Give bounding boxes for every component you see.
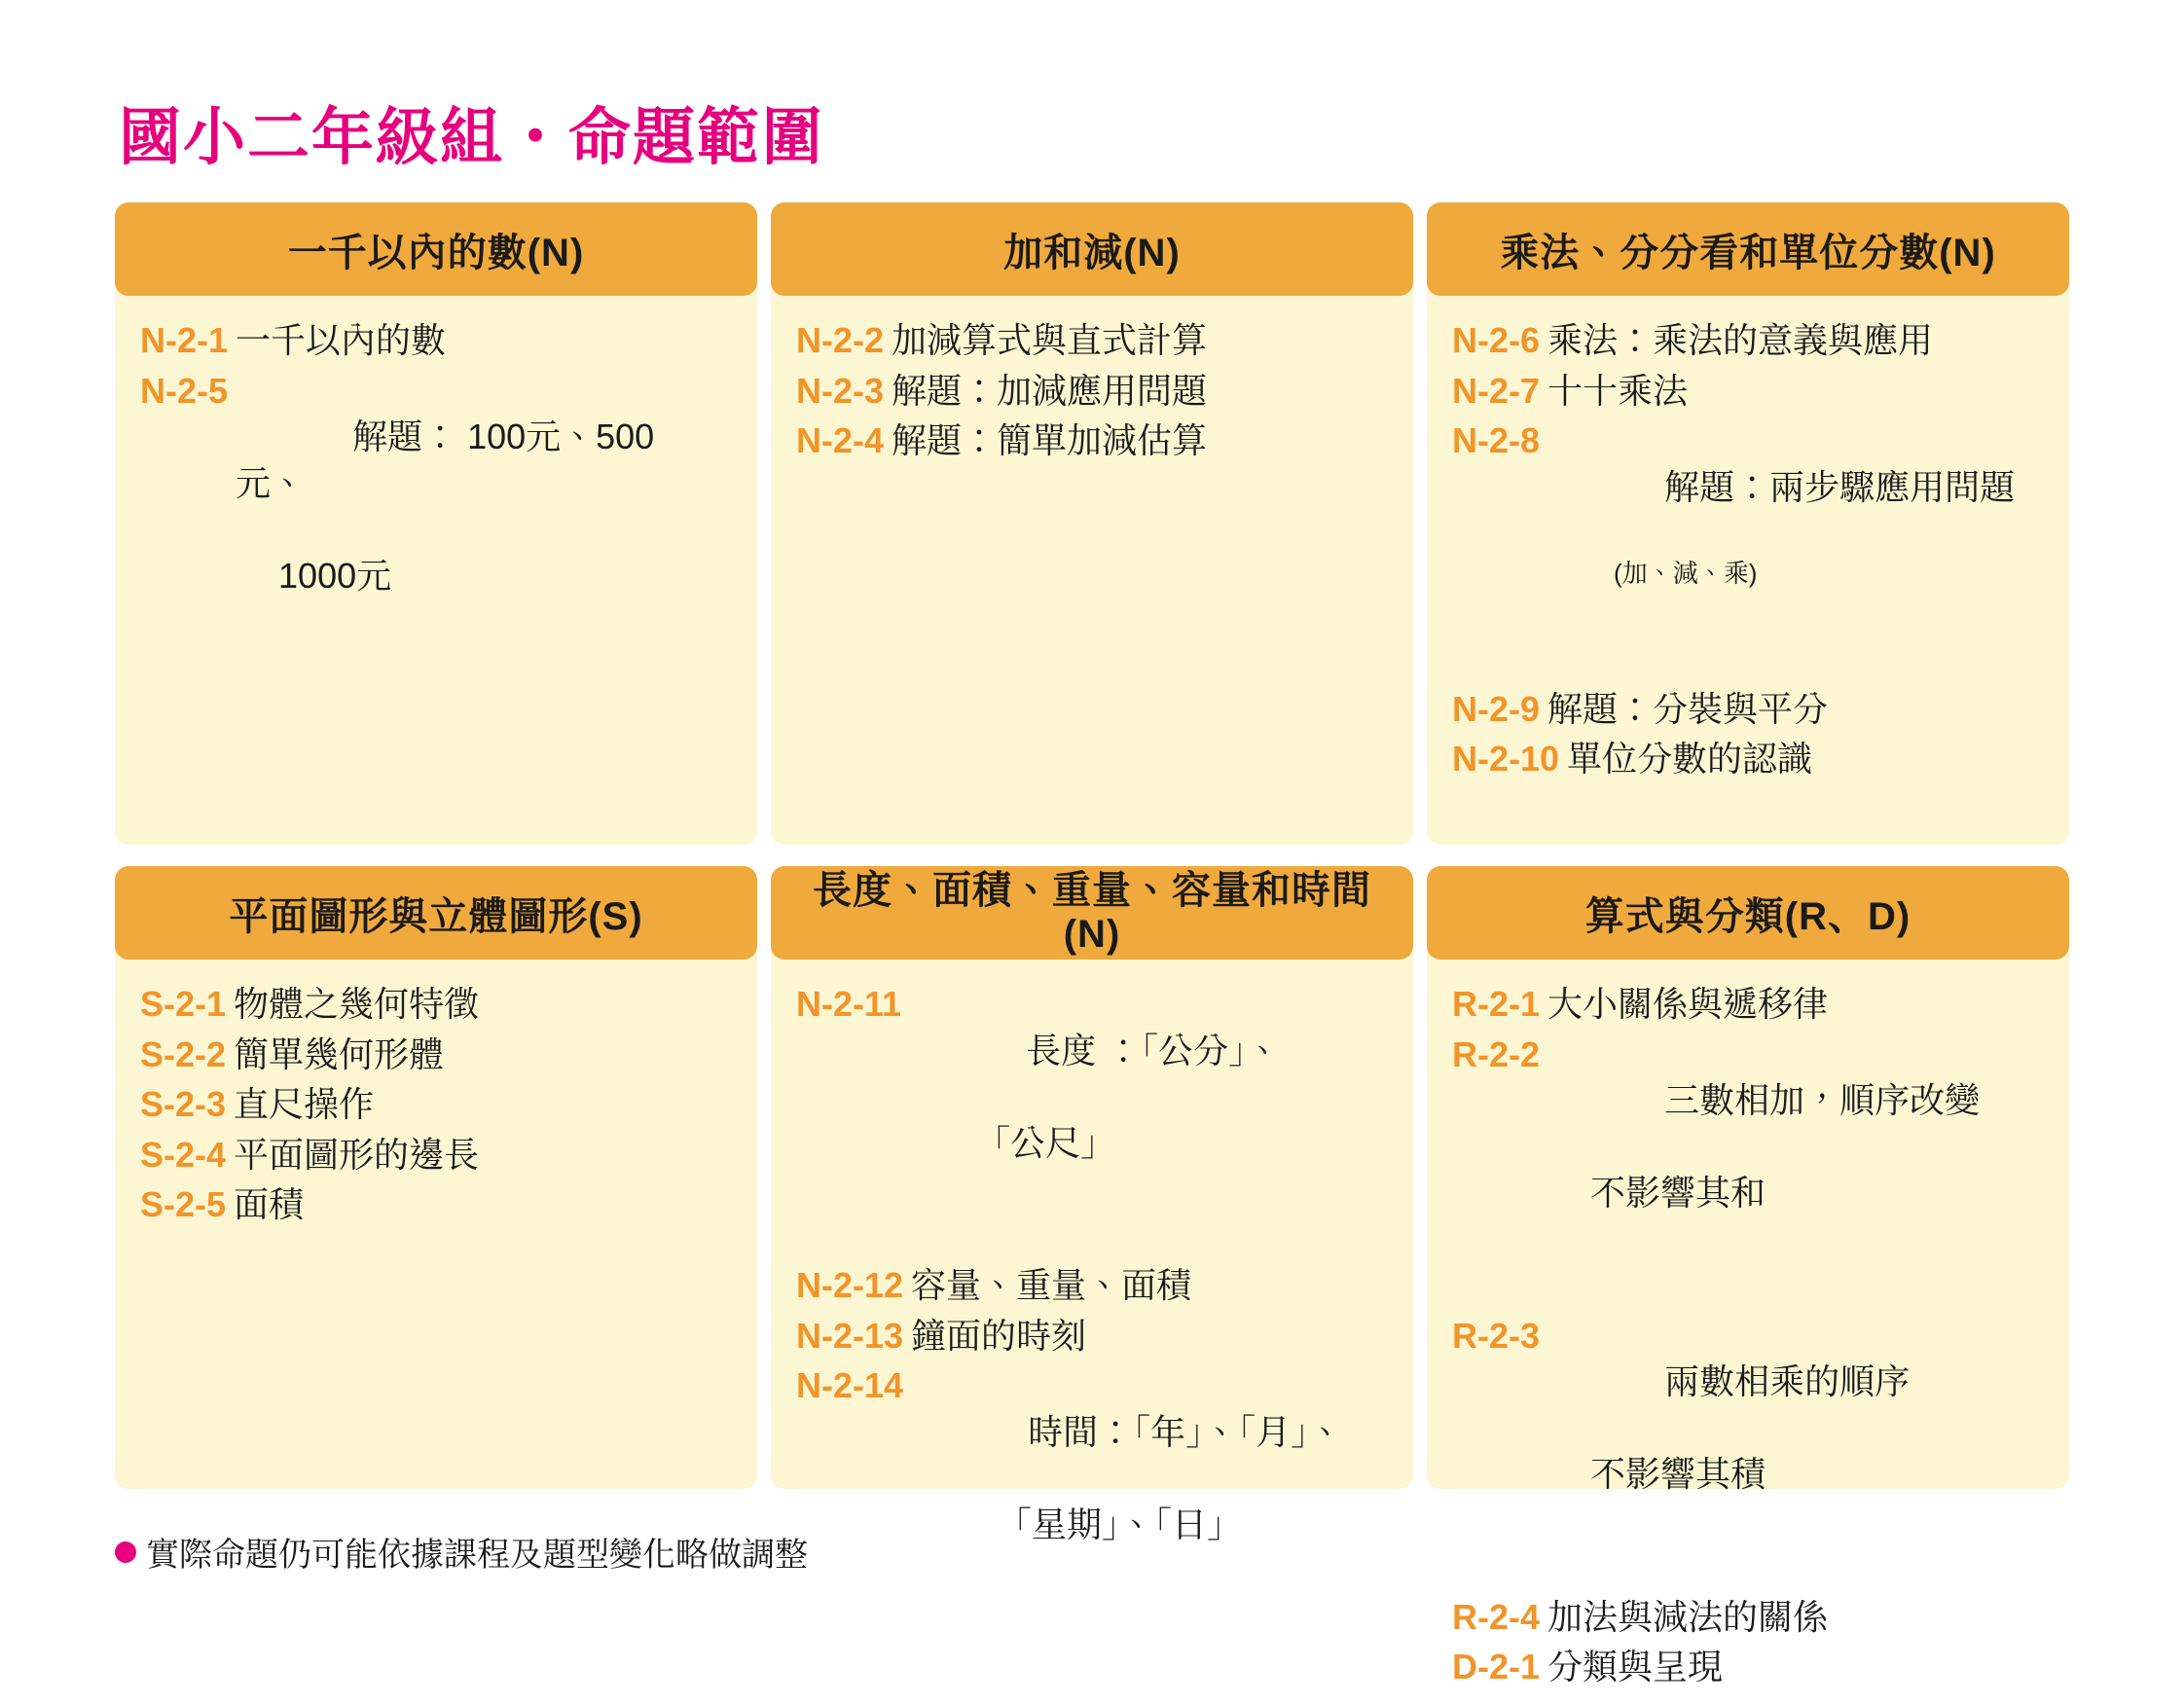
card-header bbox=[1427, 202, 2069, 296]
item-text: 直尺操作 bbox=[234, 1084, 375, 1125]
scope-card-plane-solid-shapes bbox=[115, 866, 757, 1489]
list-item bbox=[140, 1081, 732, 1128]
page-title: 國小二年級組・命題範圍 bbox=[119, 102, 825, 172]
item-text-line2: 不影響其積 bbox=[1590, 1454, 1766, 1495]
item-text: 十十乘法 bbox=[1547, 370, 1689, 411]
card-title: 乘法、分分看和單位分數(N) bbox=[1500, 231, 1996, 274]
scope-card-multiplication-fractions bbox=[1427, 202, 2069, 845]
list-item bbox=[1452, 736, 2044, 782]
item-code: N-2-2 bbox=[796, 320, 885, 360]
item-text bbox=[1547, 1032, 2044, 1309]
item-code: N-2-8 bbox=[1452, 420, 1541, 461]
card-header bbox=[115, 866, 757, 960]
item-code: R-2-1 bbox=[1452, 984, 1541, 1024]
item-text: 單位分數的認識 bbox=[1567, 739, 1813, 779]
item-text-line2: 不影響其和 bbox=[1590, 1173, 1766, 1214]
scope-card-relations-data bbox=[1427, 866, 2069, 1687]
list-item bbox=[1452, 1594, 2044, 1641]
item-text-line2: 「星期」、「日」 bbox=[997, 1504, 1243, 1544]
list-item bbox=[140, 317, 732, 364]
item-text: 解題：簡單加減估算 bbox=[892, 420, 1208, 461]
item-code: N-2-9 bbox=[1452, 688, 1541, 729]
item-text-line1: 解題： 100元、500 元、 bbox=[236, 417, 665, 503]
item-code: R-2-3 bbox=[1452, 1315, 1541, 1356]
item-text-line1: 長度 ：「公分」、 bbox=[1026, 1030, 1282, 1070]
item-code: R-2-2 bbox=[1452, 1033, 1541, 1074]
item-code: N-2-6 bbox=[1452, 320, 1541, 360]
list-item bbox=[1452, 686, 2044, 733]
footnote-text: 實際命題仍可能依據課程及題型變化略做調整 bbox=[146, 1537, 808, 1574]
item-code: N-2-3 bbox=[796, 370, 885, 411]
list-item bbox=[140, 981, 732, 1028]
card-header bbox=[771, 866, 1413, 960]
item-code: S-2-1 bbox=[140, 984, 227, 1024]
list-item bbox=[1452, 1644, 2044, 1690]
item-text-note: (加、減、乘) bbox=[1614, 558, 1758, 588]
list-item bbox=[796, 417, 1388, 464]
list-item bbox=[796, 1362, 1388, 1640]
card-header bbox=[115, 202, 757, 296]
item-text: 平面圖形的邊長 bbox=[234, 1134, 480, 1175]
scope-card-measurement-time bbox=[771, 866, 1413, 1544]
item-text: 乘法：乘法的意義與應用 bbox=[1547, 320, 1934, 360]
card-title: 長度、面積、重量、容量和時間(N) bbox=[813, 869, 1371, 956]
bullet-icon bbox=[115, 1541, 136, 1563]
list-item bbox=[140, 1132, 732, 1178]
item-code: N-2-5 bbox=[140, 370, 229, 411]
item-code: N-2-7 bbox=[1452, 370, 1541, 411]
footnote bbox=[115, 1528, 808, 1576]
list-item bbox=[1452, 368, 2044, 415]
item-text-line1: 兩數相乘的順序 bbox=[1664, 1361, 1911, 1402]
item-code: S-2-3 bbox=[140, 1084, 227, 1125]
card-body bbox=[115, 960, 757, 1242]
list-item bbox=[796, 1262, 1388, 1309]
card-header bbox=[1427, 866, 2069, 960]
card-title: 平面圖形與立體圖形(S) bbox=[229, 894, 643, 938]
item-text: 鐘面的時刻 bbox=[911, 1315, 1087, 1356]
item-text: 加減算式與直式計算 bbox=[892, 320, 1208, 360]
card-header bbox=[771, 202, 1413, 296]
item-text-line2: 「公尺」 bbox=[975, 1122, 1116, 1163]
card-body bbox=[1427, 296, 2069, 796]
card-body bbox=[771, 296, 1413, 478]
item-code: S-2-5 bbox=[140, 1184, 227, 1225]
list-item bbox=[796, 368, 1388, 415]
item-code: S-2-4 bbox=[140, 1134, 227, 1175]
item-text bbox=[1547, 417, 2044, 682]
card-title: 算式與分類(R、D) bbox=[1584, 894, 1911, 938]
item-text: 一千以內的數 bbox=[236, 320, 447, 360]
item-text bbox=[909, 981, 1388, 1258]
card-body bbox=[115, 296, 757, 705]
item-text: 分類與呈現 bbox=[1547, 1647, 1724, 1687]
item-text bbox=[1547, 1313, 2044, 1590]
list-item bbox=[1452, 317, 2044, 364]
card-body bbox=[771, 960, 1413, 1653]
item-code: D-2-1 bbox=[1452, 1647, 1541, 1687]
list-item bbox=[140, 1032, 732, 1078]
list-item bbox=[140, 368, 732, 692]
item-text: 物體之幾何特徵 bbox=[234, 984, 480, 1024]
list-item bbox=[796, 317, 1388, 364]
item-code: N-2-14 bbox=[796, 1365, 904, 1406]
item-text: 大小關係與遞移律 bbox=[1547, 984, 1829, 1024]
list-item bbox=[796, 981, 1388, 1258]
item-text: 加法與減法的關係 bbox=[1547, 1596, 1829, 1637]
item-code: S-2-2 bbox=[140, 1033, 227, 1074]
item-code: N-2-4 bbox=[796, 420, 885, 461]
card-title: 加和減(N) bbox=[1003, 231, 1181, 274]
item-code: N-2-11 bbox=[796, 984, 902, 1024]
item-text: 解題：加減應用問題 bbox=[892, 370, 1208, 411]
item-text-line2: 1000元 bbox=[278, 555, 392, 596]
item-text bbox=[236, 368, 732, 692]
item-text: 面積 bbox=[234, 1184, 305, 1225]
card-body bbox=[1427, 960, 2069, 1704]
item-text-line1: 解題：兩步驟應用問題 bbox=[1664, 466, 2016, 507]
item-text: 容量、重量、面積 bbox=[911, 1265, 1192, 1306]
item-code: R-2-4 bbox=[1452, 1596, 1541, 1637]
item-code: N-2-1 bbox=[140, 320, 229, 360]
list-item bbox=[1452, 1032, 2044, 1309]
list-item bbox=[1452, 417, 2044, 682]
list-item bbox=[796, 1313, 1388, 1360]
scope-card-number-within-1000 bbox=[115, 202, 757, 845]
list-item bbox=[140, 1181, 732, 1228]
item-text: 解題：分裝與平分 bbox=[1547, 688, 1829, 729]
list-item bbox=[1452, 981, 2044, 1028]
item-text-line1: 三數相加，順序改變 bbox=[1664, 1080, 1981, 1121]
item-text bbox=[911, 1362, 1388, 1640]
item-code: N-2-13 bbox=[796, 1315, 904, 1356]
item-text: 簡單幾何形體 bbox=[234, 1033, 445, 1074]
item-text-line1: 時間：「年」、「月」、 bbox=[1028, 1411, 1344, 1452]
scope-card-addition-subtraction bbox=[771, 202, 1413, 845]
item-code: N-2-12 bbox=[796, 1265, 904, 1306]
item-code: N-2-10 bbox=[1452, 739, 1560, 779]
list-item bbox=[1452, 1313, 2044, 1590]
card-title: 一千以內的數(N) bbox=[287, 231, 585, 274]
